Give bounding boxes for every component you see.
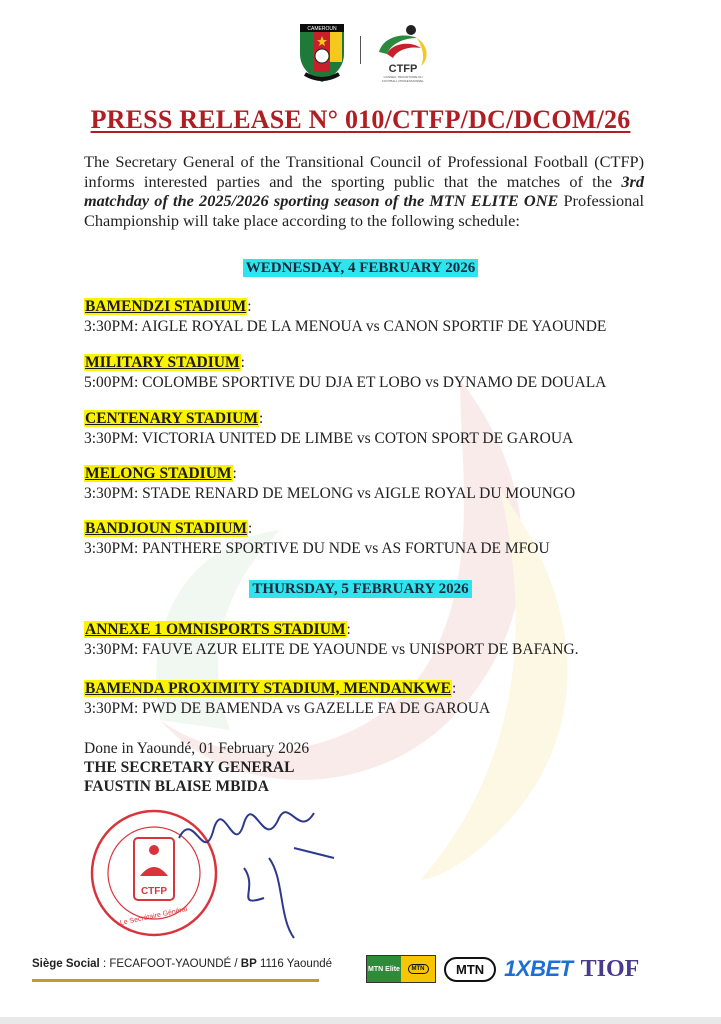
ctfp-logo-text: CTFP xyxy=(388,63,418,75)
press-release-title: PRESS RELEASE N° 010/CTFP/DC/DCOM/26 xyxy=(90,105,631,134)
intro-paragraph xyxy=(84,152,644,230)
mtn-logo: MTN xyxy=(444,957,496,982)
svg-text:CTFP: CTFP xyxy=(140,886,168,897)
intro-text-1: The Secretary General of the Transitional Council of Professional Football (CTFP) informs interested parties and the sporting public that the matches of the xyxy=(84,152,644,191)
mtn-elite-logo: MTN Elite MTN xyxy=(366,955,436,983)
svg-text:Le Secrétaire Général: Le Secrétaire Général xyxy=(119,905,188,928)
header-logos xyxy=(297,22,437,87)
bottom-bar xyxy=(0,1017,721,1024)
venue-heading: CENTENARY STADIUM: xyxy=(85,410,264,427)
signature-block xyxy=(84,739,309,796)
venue-heading: ANNEXE 1 OMNISPORTS STADIUM: xyxy=(85,621,351,638)
sponsor-logos xyxy=(366,952,639,986)
day-heading-wednesday: WEDNESDAY, 4 FEBRUARY 2026 xyxy=(0,260,721,277)
fixture-line: 3:30PM: VICTORIA UNITED DE LIMBE vs COTON SPORT DE GAROUA xyxy=(84,430,574,447)
venue-heading: BAMENDA PROXIMITY STADIUM, MENDANKWE: xyxy=(85,680,457,697)
venue-heading: MILITARY STADIUM: xyxy=(85,354,245,371)
fixture-line: 3:30PM: PANTHERE SPORTIVE DU NDE vs AS FORTUNA DE MFOU xyxy=(84,540,550,557)
tiof-logo: TIOF xyxy=(580,955,640,982)
svg-text:CAMEROUN: CAMEROUN xyxy=(307,26,337,32)
intro-emphasis: 3rd matchday of the 2025/2026 sporting season of the MTN ELITE ONE xyxy=(84,171,644,210)
place-date: Done in Yaoundé, 01 February 2026 xyxy=(84,740,310,757)
signatory-name: FAUSTIN BLAISE MBIDA xyxy=(84,778,269,795)
cameroun-crest-logo xyxy=(297,22,347,84)
svg-text:FOOTBALL PROFESSIONNEL: FOOTBALL PROFESSIONNEL xyxy=(382,79,424,83)
fixture-line: 3:30PM: FAUVE AZUR ELITE DE YAOUNDE vs UNISPORT DE BAFANG. xyxy=(84,641,579,658)
1xbet-logo: 1XBET xyxy=(504,956,573,981)
official-stamp-and-signature xyxy=(84,798,364,948)
day-heading-thursday: THURSDAY, 5 FEBRUARY 2026 xyxy=(0,581,721,598)
svg-text:CONSEIL TRANSITOIRE DU: CONSEIL TRANSITOIRE DU xyxy=(383,75,423,79)
fixture-line: 3:30PM: AIGLE ROYAL DE LA MENOUA vs CANON SPORTIF DE YAOUNDE xyxy=(84,318,607,335)
fixture-line: 3:30PM: STADE RENARD DE MELONG vs AIGLE ROYAL DU MOUNGO xyxy=(84,485,576,502)
venue-heading: MELONG STADIUM: xyxy=(85,465,237,482)
logo-divider xyxy=(360,36,361,64)
fixture-line: 5:00PM: COLOMBE SPORTIVE DU DJA ET LOBO vs DYNAMO DE DOUALA xyxy=(84,374,607,391)
ctfp-logo xyxy=(373,22,435,84)
fixture-line: 3:30PM: PWD DE BAMENDA vs GAZELLE FA DE GAROUA xyxy=(84,700,491,717)
signatory-role: THE SECRETARY GENERAL xyxy=(84,759,295,776)
footer-address: Siège Social : FECAFOOT-YAOUNDÉ / BP 1116 Yaoundé xyxy=(32,958,332,970)
venue-heading: BANDJOUN STADIUM: xyxy=(85,520,253,537)
footer-rule xyxy=(32,979,319,982)
intro-text-2: Professional Championship will take place according to the following schedule: xyxy=(84,191,644,230)
venue-heading: BAMENDZI STADIUM: xyxy=(85,298,252,315)
